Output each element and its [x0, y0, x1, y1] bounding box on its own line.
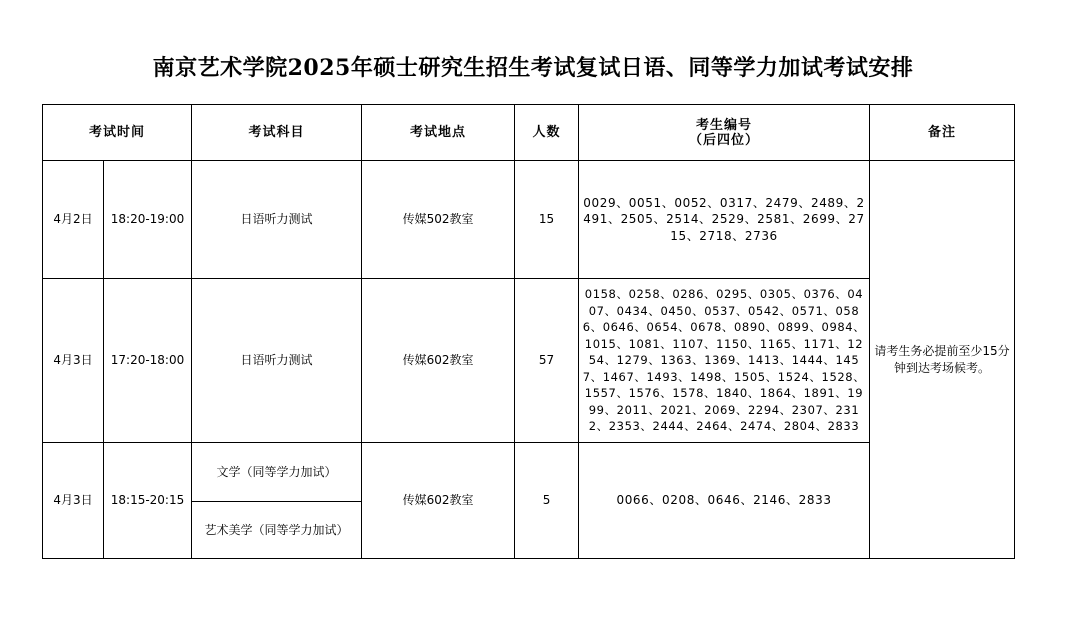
remark-cell: 请考生务必提前至少15分钟到达考场候考。 [870, 161, 1015, 559]
exam-subject: 日语听力测试 [192, 279, 362, 443]
exam-subject: 艺术美学（同等学力加试） [192, 502, 362, 559]
header-student-id [579, 105, 870, 161]
header-time: 考试时间 [43, 105, 192, 161]
exam-count: 5 [515, 443, 579, 559]
exam-count: 15 [515, 161, 579, 279]
schedule-table [42, 104, 1015, 559]
exam-date: 4月3日 [43, 279, 104, 443]
student-id-list: 0158、0258、0286、0295、0305、0376、0407、0434、0450、0537、0542、0571、0586、0646、0654、0678、0890、0899、0984、1015、1081、1107、1150、1165、1171、1254、1279、1363、1369、1413、1444、1457、1467、1493、1498、1505、1524、1528、1557、1576、1578、1840、1864、1891、1999、2011、2021、2069、2294、2307、2312、2353、2444、2464、2474、2804、2833 [579, 279, 870, 443]
exam-date: 4月2日 [43, 161, 104, 279]
exam-location: 传媒602教室 [362, 443, 515, 559]
table-row [43, 279, 1015, 443]
exam-location: 传媒602教室 [362, 279, 515, 443]
header-student-id-line1: 考生编号 [696, 117, 753, 133]
table-header-row [43, 105, 1015, 161]
header-location: 考试地点 [362, 105, 515, 161]
exam-count: 57 [515, 279, 579, 443]
header-remark: 备注 [870, 105, 1015, 161]
table-row [43, 161, 1015, 279]
header-subject: 考试科目 [192, 105, 362, 161]
header-student-id-line2: （后四位） [689, 132, 760, 148]
table-row [43, 443, 1015, 502]
student-id-list: 0066、0208、0646、2146、2833 [579, 443, 870, 559]
header-count: 人数 [515, 105, 579, 161]
exam-time: 17:20-18:00 [104, 279, 192, 443]
student-id-list: 0029、0051、0052、0317、2479、2489、2491、2505、2514、2529、2581、2699、2715、2718、2736 [579, 161, 870, 279]
exam-location: 传媒502教室 [362, 161, 515, 279]
page-title: 南京艺术学院2025年硕士研究生招生考试复试日语、同等学力加试考试安排 [152, 55, 914, 81]
exam-date: 4月3日 [43, 443, 104, 559]
exam-time: 18:20-19:00 [104, 161, 192, 279]
exam-subject: 日语听力测试 [192, 161, 362, 279]
exam-time: 18:15-20:15 [104, 443, 192, 559]
exam-subject: 文学（同等学力加试） [192, 443, 362, 502]
